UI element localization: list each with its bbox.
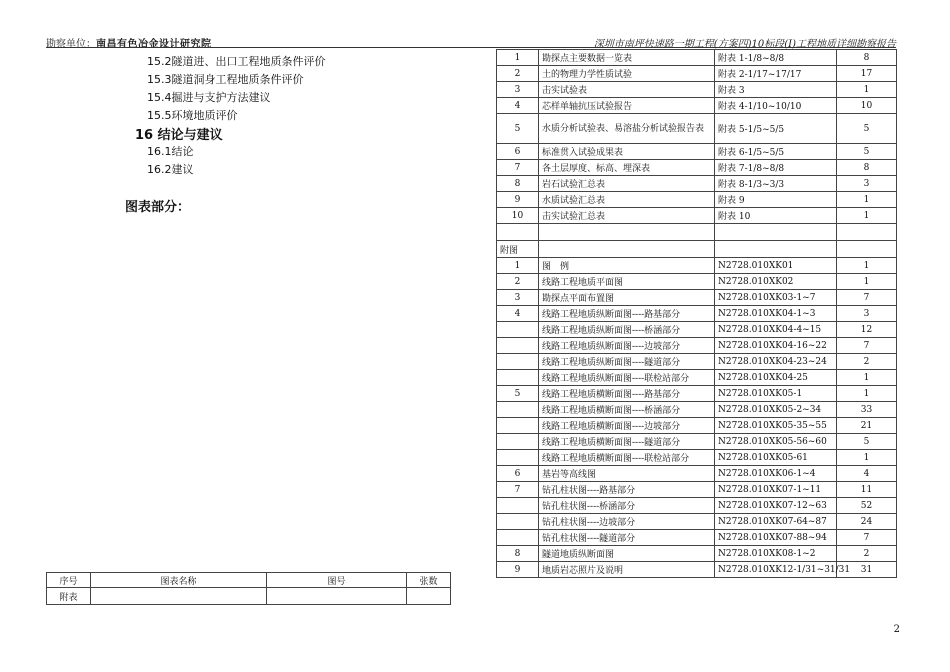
left-index-table: [46, 572, 451, 605]
table-row: [497, 370, 897, 386]
table-cell: N2728.010XK07-1~11: [715, 482, 837, 498]
table-row: [497, 66, 897, 82]
table-cell: 1: [497, 258, 539, 274]
toc-item-15-4: 15.4掘进与支护方法建议: [147, 91, 271, 104]
table-cell: [407, 588, 451, 605]
table-cell: 附表 4-1/10~10/10: [715, 98, 837, 114]
table-cell: 1: [837, 192, 897, 208]
table-cell: 附表 5-1/5~5/5: [715, 114, 837, 144]
table-row: [497, 98, 897, 114]
table-cell: 1: [837, 370, 897, 386]
table-row: [497, 208, 897, 224]
table-cell: 3: [837, 176, 897, 192]
table-cell: [497, 418, 539, 434]
table-cell: [267, 588, 407, 605]
table-cell: 线路工程地质纵断面图----桥涵部分: [539, 322, 715, 338]
table-row: [497, 144, 897, 160]
charts-section-heading: 图表部分：: [125, 200, 191, 215]
table-cell: 附表 7-1/8~8/8: [715, 160, 837, 176]
table-cell: 线路工程地质平面图: [539, 274, 715, 290]
table-cell: 附表 2-1/17~17/17: [715, 66, 837, 82]
table-cell: [539, 224, 715, 241]
table-cell: 线路工程地质横断面图----桥涵部分: [539, 402, 715, 418]
table-cell: 24: [837, 514, 897, 530]
toc-item-15-5: 15.5环境地质评价: [147, 109, 238, 122]
table-row: [497, 402, 897, 418]
table-cell: N2728.010XK01: [715, 258, 837, 274]
table-row: [497, 498, 897, 514]
table-cell: 钻孔柱状图----路基部分: [539, 482, 715, 498]
table-cell: 3: [837, 306, 897, 322]
table-row: [497, 290, 897, 306]
table-row: [497, 514, 897, 530]
table-row: [497, 386, 897, 402]
table-cell: [837, 241, 897, 258]
table-cell: N2728.010XK03-1~7: [715, 290, 837, 306]
table-cell: N2728.010XK04-23~24: [715, 354, 837, 370]
table-cell: 7: [497, 160, 539, 176]
table-cell: 17: [837, 66, 897, 82]
table-cell: 钻孔柱状图----隧道部分: [539, 530, 715, 546]
table-cell: 33: [837, 402, 897, 418]
table-row: [497, 418, 897, 434]
table-cell: 芯样单轴抗压试验报告: [539, 98, 715, 114]
table-cell: [497, 322, 539, 338]
table-row: [497, 354, 897, 370]
appendix-table: [496, 49, 897, 578]
table-cell: 3: [497, 290, 539, 306]
table-cell: 4: [497, 98, 539, 114]
table-row: [497, 82, 897, 98]
table-cell: 水质试验汇总表: [539, 192, 715, 208]
table-row: [497, 466, 897, 482]
table-cell: 击实试验汇总表: [539, 208, 715, 224]
table-cell: [497, 402, 539, 418]
table-row: [497, 434, 897, 450]
table-row: [497, 546, 897, 562]
table-cell: N2728.010XK02: [715, 274, 837, 290]
page-number: 2: [893, 624, 900, 635]
table-cell: 5: [837, 144, 897, 160]
left-header-cell: 序号: [47, 573, 91, 588]
table-row: [497, 562, 897, 578]
table-cell: [497, 434, 539, 450]
left-table-header-row: [47, 573, 451, 588]
table-cell: N2728.010XK05-61: [715, 450, 837, 466]
table-cell: N2728.010XK07-88~94: [715, 530, 837, 546]
table-cell: 21: [837, 418, 897, 434]
header-left-label: 勘察单位：: [46, 39, 96, 50]
table-row: [497, 192, 897, 208]
table-cell: 10: [497, 208, 539, 224]
toc-item-15-2: 15.2隧道进、出口工程地质条件评价: [147, 55, 326, 68]
table-row: [497, 258, 897, 274]
header-report-title: 深圳市南坪快速路一期工程(方案四)10标段(Ⅰ)工程地质详细勘察报告: [593, 39, 896, 50]
table-cell: 线路工程地质纵断面图----路基部分: [539, 306, 715, 322]
table-row: [497, 160, 897, 176]
table-cell: 1: [837, 82, 897, 98]
table-cell: 7: [837, 338, 897, 354]
table-cell: 线路工程地质横断面图----边坡部分: [539, 418, 715, 434]
table-cell: N2728.010XK05-35~55: [715, 418, 837, 434]
table-cell: 1: [497, 50, 539, 66]
table-cell: [497, 450, 539, 466]
table-cell: [539, 241, 715, 258]
table-cell: 6: [497, 144, 539, 160]
table-cell: 附表: [47, 588, 91, 605]
table-cell: 1: [837, 386, 897, 402]
table-row: [497, 114, 897, 144]
table-cell: [497, 370, 539, 386]
table-cell: 10: [837, 98, 897, 114]
table-cell: N2728.010XK04-1~3: [715, 306, 837, 322]
table-row: [497, 224, 897, 241]
table-cell: 线路工程地质纵断面图----隧道部分: [539, 354, 715, 370]
table-cell: 线路工程地质横断面图----路基部分: [539, 386, 715, 402]
table-cell: [497, 514, 539, 530]
table-cell: [497, 338, 539, 354]
table-cell: 8: [497, 546, 539, 562]
table-cell: N2728.010XK04-4~15: [715, 322, 837, 338]
table-cell: 8: [837, 160, 897, 176]
table-cell: 7: [837, 290, 897, 306]
table-cell: 1: [837, 208, 897, 224]
table-cell: 勘探点平面布置图: [539, 290, 715, 306]
table-cell: 8: [497, 176, 539, 192]
table-cell: 各土层厚度、标高、埋深表: [539, 160, 715, 176]
table-row: [497, 530, 897, 546]
table-cell: N2728.010XK05-1: [715, 386, 837, 402]
table-cell: 11: [837, 482, 897, 498]
table-cell: 勘探点主要数据一览表: [539, 50, 715, 66]
table-cell: 3: [497, 82, 539, 98]
table-cell: 击实试验表: [539, 82, 715, 98]
table-cell: 地质岩芯照片及说明: [539, 562, 715, 578]
table-row: [497, 322, 897, 338]
table-row: [497, 306, 897, 322]
table-cell: [91, 588, 267, 605]
table-cell: 线路工程地质纵断面图----联检站部分: [539, 370, 715, 386]
table-cell: 5: [837, 114, 897, 144]
table-row: [497, 450, 897, 466]
table-cell: [715, 224, 837, 241]
table-cell: 2: [497, 274, 539, 290]
table-cell: 2: [837, 354, 897, 370]
table-cell: 9: [497, 192, 539, 208]
table-cell: [497, 354, 539, 370]
table-cell: 31: [837, 562, 897, 578]
table-cell: 钻孔柱状图----边坡部分: [539, 514, 715, 530]
toc-section-16: 16 结论与建议: [135, 128, 223, 143]
toc-item-15-3: 15.3隧道洞身工程地质条件评价: [147, 73, 304, 86]
table-cell: 12: [837, 322, 897, 338]
table-cell: N2728.010XK07-12~63: [715, 498, 837, 514]
table-cell: N2728.010XK06-1~4: [715, 466, 837, 482]
toc-item-16-2: 16.2建议: [147, 163, 194, 176]
table-row: [497, 241, 897, 258]
table-cell: 7: [837, 530, 897, 546]
table-row: [497, 482, 897, 498]
table-cell: 钻孔柱状图----桥涵部分: [539, 498, 715, 514]
table-cell: 附表 8-1/3~3/3: [715, 176, 837, 192]
table-cell: N2728.010XK05-56~60: [715, 434, 837, 450]
table-row: [497, 274, 897, 290]
table-cell: [715, 241, 837, 258]
toc-item-16-1: 16.1结论: [147, 145, 194, 158]
table-cell: N2728.010XK08-1~2: [715, 546, 837, 562]
table-cell: N2728.010XK05-2~34: [715, 402, 837, 418]
table-cell: 基岩等高线图: [539, 466, 715, 482]
table-cell: 5: [497, 386, 539, 402]
left-header-cell: 张数: [407, 573, 451, 588]
header-organization: 南昌有色冶金设计研究院: [96, 39, 212, 50]
table-cell: 52: [837, 498, 897, 514]
table-cell: 4: [497, 306, 539, 322]
table-cell: 附表 6-1/5~5/5: [715, 144, 837, 160]
header-divider: [46, 47, 896, 48]
table-cell: 附图: [497, 241, 539, 258]
left-header-cell: 图表名称: [91, 573, 267, 588]
table-row: [497, 50, 897, 66]
table-cell: 4: [837, 466, 897, 482]
table-cell: 6: [497, 466, 539, 482]
table-row: [47, 588, 451, 605]
table-cell: 隧道地质纵断面图: [539, 546, 715, 562]
table-cell: 标准贯入试验成果表: [539, 144, 715, 160]
table-cell: [837, 224, 897, 241]
table-cell: N2728.010XK12-1/31~31/31: [715, 562, 837, 578]
table-cell: [497, 530, 539, 546]
table-cell: 线路工程地质横断面图----联检站部分: [539, 450, 715, 466]
table-cell: 8: [837, 50, 897, 66]
table-row: [497, 176, 897, 192]
table-cell: 2: [837, 546, 897, 562]
table-cell: 岩石试验汇总表: [539, 176, 715, 192]
table-cell: 5: [497, 114, 539, 144]
table-cell: 9: [497, 562, 539, 578]
table-cell: 图 例: [539, 258, 715, 274]
table-cell: 附表 3: [715, 82, 837, 98]
table-cell: 1: [837, 450, 897, 466]
table-cell: 附表 9: [715, 192, 837, 208]
table-row: [497, 338, 897, 354]
table-cell: 土的物理力学性质试验: [539, 66, 715, 82]
table-cell: N2728.010XK07-64~87: [715, 514, 837, 530]
table-cell: 1: [837, 258, 897, 274]
table-cell: 附表 1-1/8~8/8: [715, 50, 837, 66]
left-header-cell: 图号: [267, 573, 407, 588]
table-cell: N2728.010XK04-16~22: [715, 338, 837, 354]
table-cell: 线路工程地质横断面图----隧道部分: [539, 434, 715, 450]
table-cell: N2728.010XK04-25: [715, 370, 837, 386]
table-cell: 5: [837, 434, 897, 450]
table-cell: 水质分析试验表、易溶盐分析试验报告表: [539, 114, 715, 144]
table-cell: 1: [837, 274, 897, 290]
table-cell: 7: [497, 482, 539, 498]
table-cell: 线路工程地质纵断面图----边坡部分: [539, 338, 715, 354]
table-cell: [497, 498, 539, 514]
table-cell: 附表 10: [715, 208, 837, 224]
table-cell: 2: [497, 66, 539, 82]
table-cell: [497, 224, 539, 241]
